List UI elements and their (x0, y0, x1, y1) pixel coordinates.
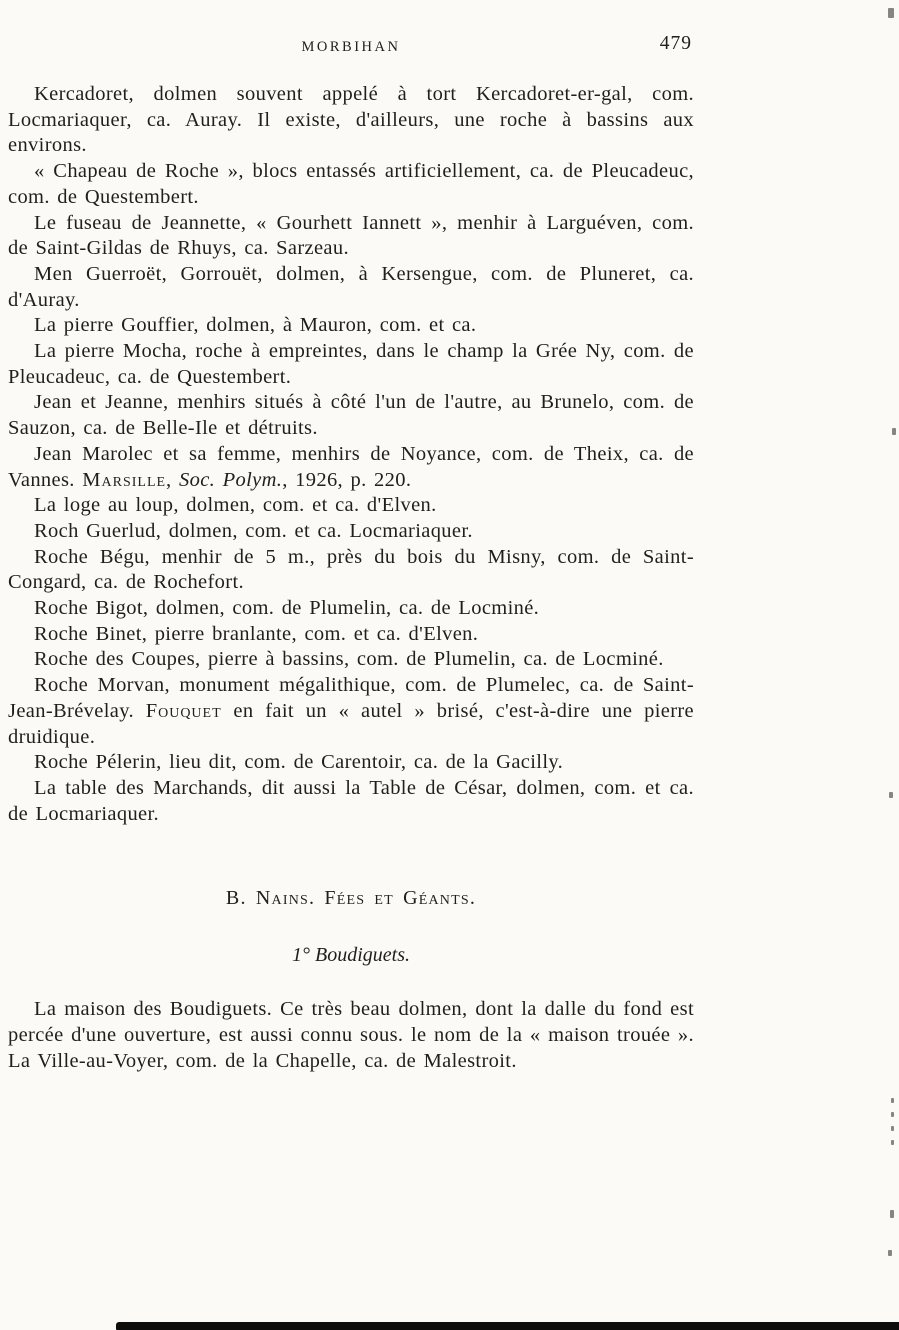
text-run: La pierre Gouffier, dolmen, à Mauron, com. et ca. (34, 314, 477, 337)
paragraph (8, 211, 694, 262)
text-run: Roch Guerlud, dolmen, com. et ca. Locmariaquer. (34, 519, 473, 542)
page-number: 479 (659, 33, 692, 54)
text-run: Roche des Coupes, pierre à bassins, com. de Plumelin, ca. de Locminé. (34, 648, 664, 671)
text-run: en fait un « autel » brisé, c'est-à-dire une pierre druidique. (8, 699, 694, 748)
scan-artifact-speck (891, 1112, 894, 1117)
text-run: , 1926, p. 220. (282, 468, 412, 491)
text-run: Soc. Polym. (179, 468, 283, 491)
paragraph (8, 596, 694, 622)
paragraph (8, 776, 694, 827)
scan-artifact-speck (891, 1098, 894, 1103)
scan-artifact-speck (892, 428, 896, 435)
paragraph (8, 647, 694, 673)
text-run: La loge au loup, dolmen, com. et ca. d'Elven. (34, 494, 437, 517)
scan-artifact-speck (891, 1126, 894, 1131)
body-paragraphs (8, 82, 694, 827)
paragraph (8, 545, 694, 596)
text-run: B. (225, 887, 256, 910)
text-run: Roche Binet, pierre branlante, com. et ca. d'Elven. (34, 622, 479, 645)
text-run: 1° Boudiguets. (292, 944, 410, 967)
text-run: Jean et Jeanne, menhirs situés à côté l'un de l'autre, au Brunelo, com. de Sauzon, ca. de Belle-Ile et détruits. (8, 391, 694, 440)
scan-artifact-speck (888, 1250, 892, 1256)
text-run: Roche Morvan, monument mégalithique, com. de Plumelec, ca. de Saint-Jean-Brévelay. (8, 674, 694, 722)
text-run: Kercadoret, dolmen souvent appelé à tort Kercadoret-er-gal, com. Locmariaquer, ca. Auray. Il existe, d'ailleurs, une roche à bassins aux environs. (8, 83, 694, 157)
running-header (8, 33, 694, 58)
text-run: Roche Bégu, menhir de 5 m., près du bois du Misny, com. de Saint-Congard, ca. de Rochefort. (8, 545, 694, 594)
paragraph (8, 519, 694, 545)
paragraph (8, 750, 694, 776)
text-run: Fouquet (145, 699, 222, 722)
text-run: Jean Marolec et sa femme, menhirs de Noyance, com. de Theix, ca. de Vannes. (8, 442, 694, 491)
scan-artifact-bottom-bar (116, 1322, 899, 1330)
running-header-title: MORBIHAN (301, 39, 401, 55)
paragraph (8, 82, 694, 159)
scan-artifact-speck (890, 1210, 894, 1218)
paragraph (8, 390, 694, 441)
section-heading (8, 887, 694, 910)
page-column (8, 0, 694, 1075)
text-run: La table des Marchands, dit aussi la Table de César, dolmen, com. et ca. de Locmariaquer. (8, 776, 694, 825)
text-run: La pierre Mocha, roche à empreintes, dans le champ la Grée Ny, com. de Pleucadeuc, ca. de Questembert. (8, 340, 694, 388)
scan-artifact-speck (888, 8, 894, 18)
text-run: Roche Bigot, dolmen, com. de Plumelin, ca. de Locminé. (34, 597, 540, 620)
paragraph (8, 159, 694, 210)
paragraph (8, 313, 694, 339)
paragraph (8, 622, 694, 648)
text-run: Men Guerroët, Gorrouët, dolmen, à Kersengue, com. de Pluneret, ca. d'Auray. (8, 262, 694, 311)
scan-artifact-speck (889, 792, 893, 798)
subsection-heading (8, 944, 694, 967)
paragraph (8, 262, 694, 313)
paragraph (8, 493, 694, 519)
text-run: Marsille (82, 468, 167, 491)
text-run: , (166, 468, 179, 491)
text-run: Roche Pélerin, lieu dit, com. de Carentoir, ca. de la Gacilly. (34, 751, 564, 774)
text-run: Le fuseau de Jeannette, « Gourhett Iannett », menhir à Larguéven, com. de Saint-Gildas de Rhuys, ca. Sarzeau. (8, 211, 694, 260)
paragraph (8, 339, 694, 390)
paragraph (8, 442, 694, 493)
scan-artifact-speck (891, 1140, 894, 1145)
closing-paragraph (8, 997, 694, 1074)
text-run: La maison des Boudiguets. Ce très beau dolmen, dont la dalle du fond est percée d'une ouverture, est aussi connu sous. le nom de la « maison trouée ». La Ville-au-Voyer, com. de la Chapelle, ca. de Malestroit. (8, 998, 694, 1072)
paragraph (8, 673, 694, 750)
text-run: « Chapeau de Roche », blocs entassés artificiellement, ca. de Pleucadeuc, com. de Questembert. (8, 160, 694, 208)
text-run: Nains. Fées et Géants. (255, 887, 477, 910)
